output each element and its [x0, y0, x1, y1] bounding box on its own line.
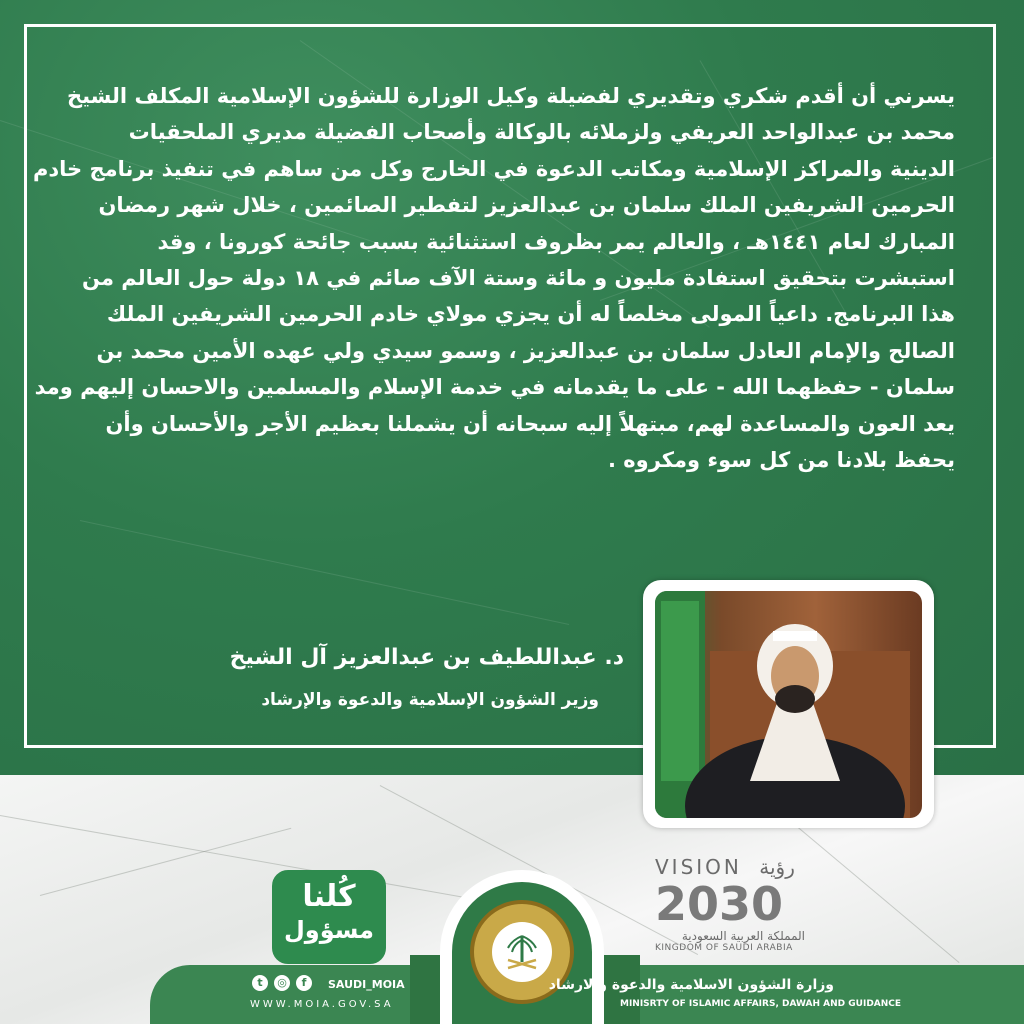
message-line: هذا البرنامج. داعياً المولى مخلصاً له أن يجزي مولاي خادم الحرمين الشريفين الملك	[106, 302, 955, 327]
message-line: محمد بن عبدالواحد العريفي ولزملائه بالوكالة وأصحاب الفضيلة مديري الملحقيات	[128, 120, 955, 145]
portrait-illustration	[655, 591, 922, 818]
vision-2030-logo	[655, 855, 805, 953]
marble-vein	[0, 815, 492, 903]
message-line: الحرمين الشريفين الملك سلمان بن عبدالعزيز لتفطير الصائمين ، خلال شهر رمضان	[98, 193, 955, 218]
campaign-line-2: مسؤول	[283, 916, 375, 944]
vision-year: 2030	[655, 877, 784, 931]
instagram-icon[interactable]: ◎	[274, 975, 290, 991]
message-line: يعد العون والمساعدة لهم، مبتهلاً إليه سبحانه أن يشملنا بعظيم الأجر والأحسان وأن	[105, 411, 955, 436]
campaign-line-1: كُلنا	[302, 879, 356, 914]
message-line: الصالح والإمام العادل سلمان بن عبدالعزيز ، وسمو سيدي ولي عهده الأمين محمد بن	[96, 338, 955, 363]
marble-vein	[40, 828, 291, 896]
message-line: يحفظ بلادنا من كل سوء ومكروه .	[607, 448, 955, 473]
ministry-name-ar: وزارة الشؤون الاسلامية والدعوة والارشاد	[548, 977, 834, 993]
vision-label-ar: رؤية	[759, 855, 795, 879]
minister-portrait	[655, 591, 922, 818]
ministry-name-en: MINISRTY OF ISLAMIC AFFAIRS, DAWAH AND GUIDANCE	[620, 999, 902, 1009]
signatory-title: وزير الشؤون الإسلامية والدعوة والإرشاد	[261, 690, 599, 710]
message-line: المبارك لعام ١٤٤١هـ ، والعالم يمر بظروف استثنائية بسبب جائحة كورونا ، وقد	[157, 229, 955, 254]
message-line: الدينية والمراكز الإسلامية ومكاتب الدعوة في الخارج وكل من ساهم في تنفيذ برنامج خادم	[32, 156, 955, 181]
website-link[interactable]: WWW.MOIA.GOV.SA	[250, 999, 394, 1010]
palm-swords-icon	[492, 922, 552, 982]
message-body	[32, 78, 955, 478]
kulna-masool-badge	[272, 870, 386, 964]
message-line: سلمان - حفظهما الله - على ما يقدمانه في خدمة الإسلام والمسلمين والاحسان إليهم ومد	[34, 375, 955, 400]
twitter-icon[interactable]: t	[252, 975, 268, 991]
signatory-name: د. عبداللطيف بن عبدالعزيز آل الشيخ	[229, 645, 624, 670]
social-handle[interactable]: SAUDI_MOIA	[328, 978, 405, 991]
facebook-icon[interactable]: f	[296, 975, 312, 991]
vision-kingdom-ar: المملكة العربية السعودية	[681, 929, 805, 943]
vision-kingdom-en: KINGDOM OF SAUDI ARABIA	[655, 943, 793, 953]
emblem-center	[492, 922, 552, 982]
message-line: يسرني أن أقدم شكري وتقديري لفضيلة وكيل الوزارة للشؤون الإسلامية المكلف الشيخ	[66, 84, 955, 108]
vision-label-en: VISION	[655, 855, 742, 879]
message-line: استبشرت بتحقيق استفادة مليون و مائة وستة الآف صائم في ١٨ دولة حول العالم من	[82, 266, 955, 291]
